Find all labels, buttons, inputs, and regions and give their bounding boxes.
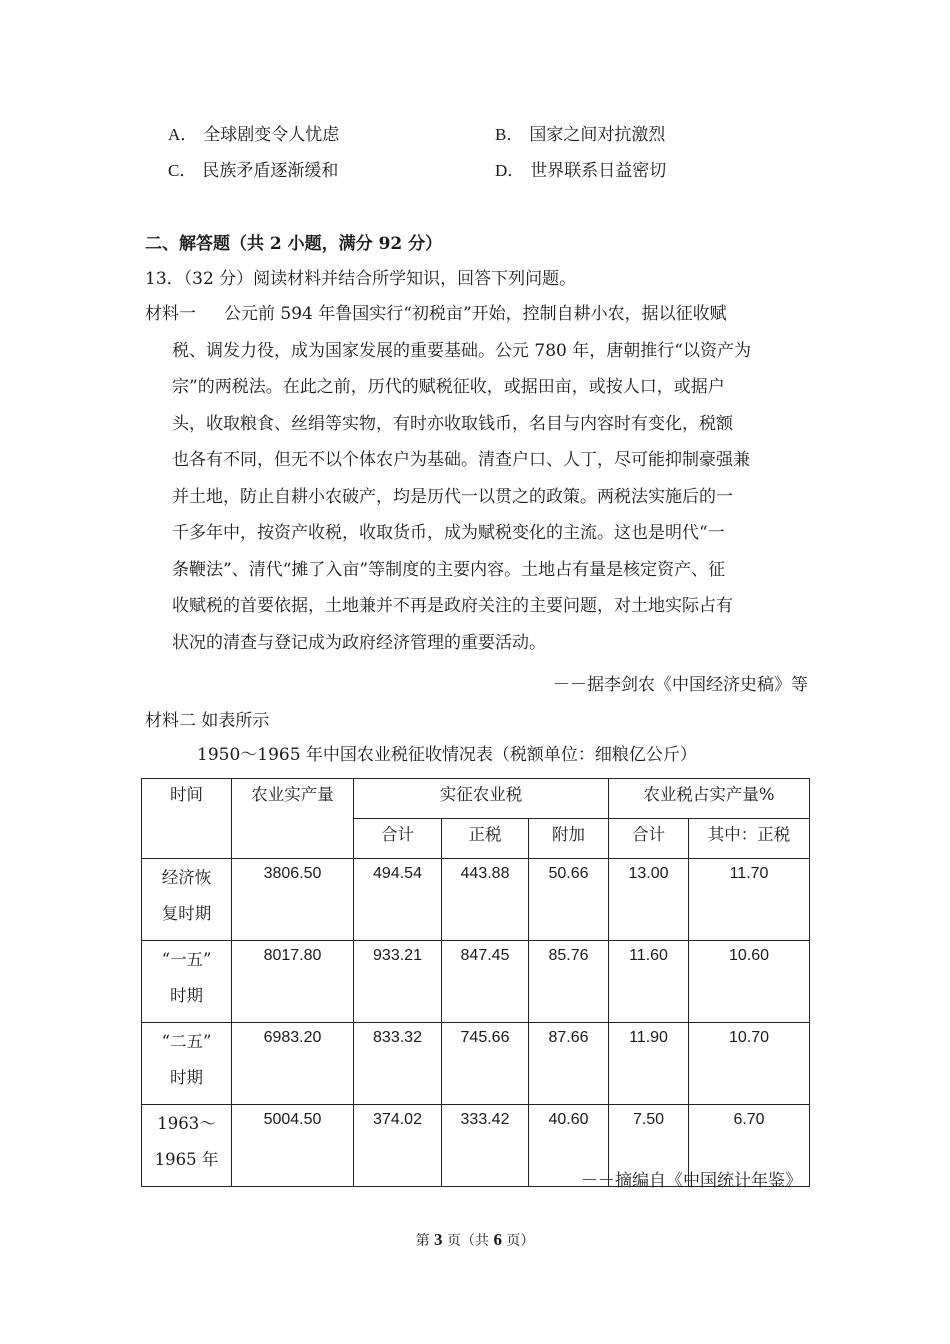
tax-extra-cell: 40.60 (529, 1105, 609, 1187)
option-c: C． 民族矛盾逐渐缓和 (168, 161, 339, 181)
table-source: －－摘编自《中国统计年鉴》 (581, 1171, 802, 1191)
table-caption: 1950～1965 年中国农业税征收情况表（税额单位：细粮亿公斤） (197, 745, 697, 765)
tax-main-cell: 333.42 (442, 1105, 529, 1187)
material-2-label: 材料二 如表所示 (145, 711, 270, 731)
section-title: 二、解答题（共 2 小题，满分 92 分） (145, 234, 443, 254)
ratio-main-cell: 11.70 (689, 859, 810, 941)
period-cell: “一五” 时期 (142, 941, 232, 1023)
tax-table (141, 778, 810, 1187)
ratio-total-cell: 11.60 (609, 941, 689, 1023)
option-b: B． 国家之间对抗激烈 (495, 125, 666, 145)
tax-extra-cell: 87.66 (529, 1023, 609, 1105)
current-page: 3 (434, 1230, 443, 1249)
material-1-line: 头，收取粮食、丝绢等实物，有时亦收取钱币，名目与内容时有变化，税额 (172, 413, 733, 434)
material-1-line: 并土地，防止自耕小农破产，均是历代一以贯之的政策。两税法实施后的一 (172, 486, 733, 507)
material-1-source: －－据李剑农《中国经济史稿》等 (553, 675, 808, 695)
table-row (142, 941, 810, 1023)
material-1-line: 条鞭法”、清代“摊了入亩”等制度的主要内容。土地占有量是核定资产、征 (172, 559, 726, 580)
period-cell: “二五” 时期 (142, 1023, 232, 1105)
header-output: 农业实产量 (232, 779, 354, 859)
ratio-total-cell: 7.50 (609, 1105, 689, 1187)
material-1-line: 收赋税的首要依据，土地兼并不再是政府关注的主要问题，对土地实际占有 (172, 596, 733, 616)
tax-extra-cell: 85.76 (529, 941, 609, 1023)
tax-total-cell: 933.21 (354, 941, 442, 1023)
header-ratio: 农业税占实产量% (609, 779, 810, 819)
header-ratio-main: 其中：正税 (689, 819, 810, 859)
header-tax-main: 正税 (442, 819, 529, 859)
tax-main-cell: 847.45 (442, 941, 529, 1023)
output-cell: 6983.20 (232, 1023, 354, 1105)
ratio-total-cell: 13.00 (609, 859, 689, 941)
tax-total-cell: 494.54 (354, 859, 442, 941)
ratio-main-cell: 6.70 (689, 1105, 810, 1187)
ratio-main-cell: 10.60 (689, 941, 810, 1023)
table-row (142, 1023, 810, 1105)
options-row-2 (168, 158, 808, 194)
ratio-main-cell: 10.70 (689, 1023, 810, 1105)
material-1-line: 宗”的两税法。在此之前，历代的赋税征收，或据田亩，或按人口，或据户 (172, 377, 725, 397)
header-tax-extra: 附加 (529, 819, 609, 859)
option-d: D． 世界联系日益密切 (495, 161, 667, 181)
table-row (142, 859, 810, 941)
option-a: A． 全球剧变令人忧虑 (168, 125, 340, 145)
period-cell: 1963～ 1965 年 (142, 1105, 232, 1187)
tax-total-cell: 374.02 (354, 1105, 442, 1187)
choice-options (168, 122, 808, 194)
material-1-line: 也各有不同，但无不以个体农户为基础。清查户口、人丁，尽可能抑制豪强兼 (172, 450, 750, 470)
question-13-stem: 13．（32 分）阅读材料并结合所学知识，回答下列问题。 (145, 269, 577, 289)
options-row-1 (168, 122, 808, 158)
tax-main-cell: 745.66 (442, 1023, 529, 1105)
header-ratio-total: 合计 (609, 819, 689, 859)
material-1-line: 千多年中，按资产收税，收取货币，成为赋税变化的主流。这也是明代“一 (172, 523, 725, 543)
output-cell: 8017.80 (232, 941, 354, 1023)
period-cell: 经济恢 复时期 (142, 859, 232, 941)
output-cell: 3806.50 (232, 859, 354, 941)
page-footer: 第 3 页（共 6 页） (415, 1230, 535, 1249)
table-header-row (142, 779, 810, 819)
tax-main-cell: 443.88 (442, 859, 529, 941)
header-time: 时间 (142, 779, 232, 859)
tax-total-cell: 833.32 (354, 1023, 442, 1105)
material-1-line: 状况的清查与登记成为政府经济管理的重要活动。 (172, 632, 546, 653)
material-1-line: 税、调发力役，成为国家发展的重要基础。公元 780 年，唐朝推行“以资产为 (172, 340, 751, 361)
header-tax: 实征农业税 (354, 779, 609, 819)
output-cell: 5004.50 (232, 1105, 354, 1187)
total-pages: 6 (493, 1230, 502, 1249)
header-tax-total: 合计 (354, 819, 442, 859)
material-1-line: 公元前 594 年鲁国实行“初税亩”开始，控制自耕小农，据以征收赋 (224, 304, 727, 324)
material-1-label: 材料一 (145, 304, 196, 324)
tax-extra-cell: 50.66 (529, 859, 609, 941)
ratio-total-cell: 11.90 (609, 1023, 689, 1105)
